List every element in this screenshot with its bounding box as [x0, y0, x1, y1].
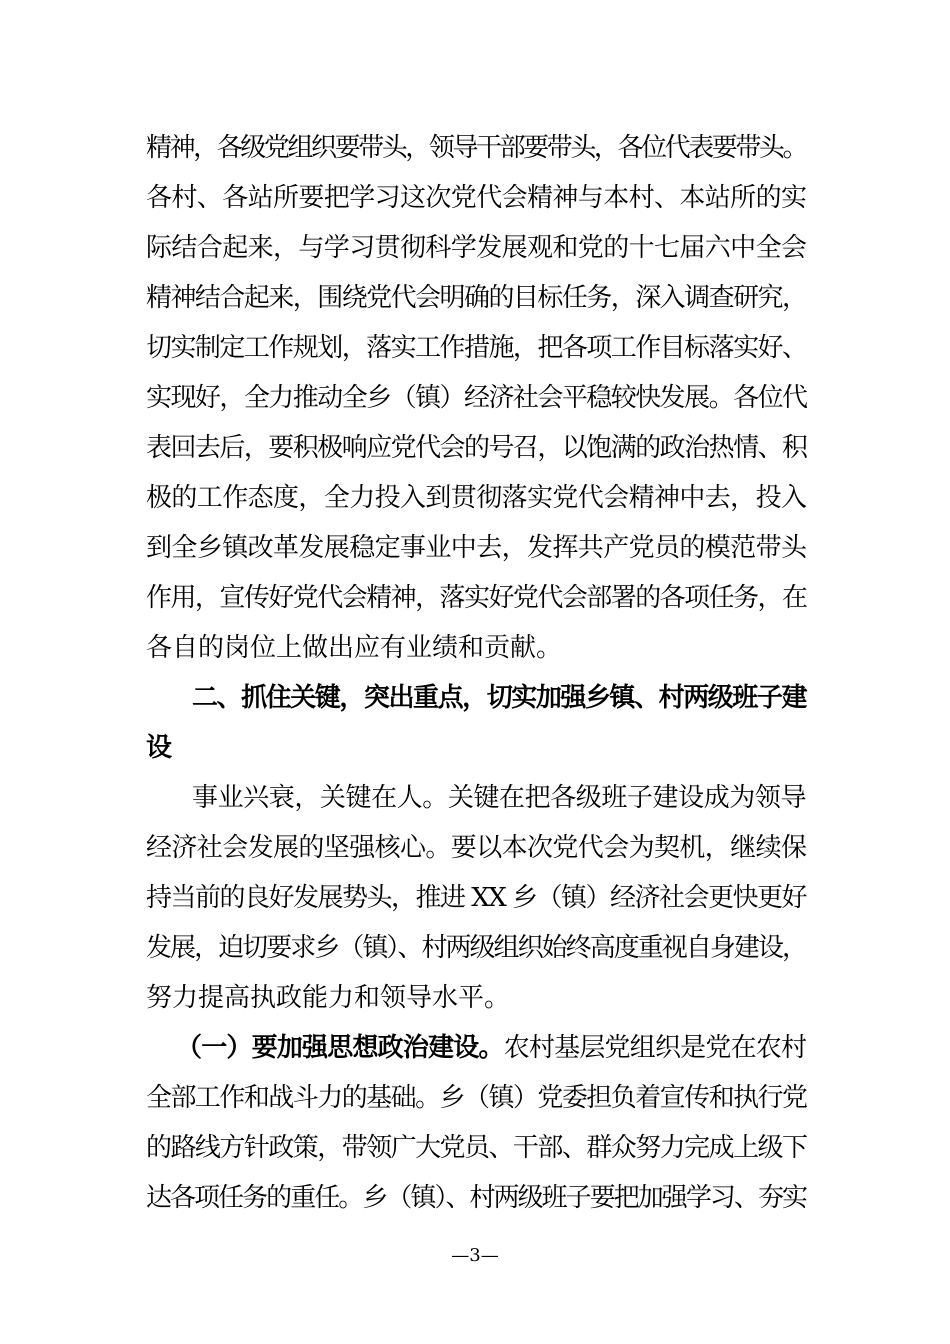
body-text-line: 全部工作和战斗力的基础。乡（镇）党委担负着宣传和执行党	[146, 1083, 806, 1113]
subsection-lead-text: 农村基层党组织是党在农村	[503, 1033, 806, 1063]
page-number: —3—	[451, 1245, 499, 1266]
body-text-line: 表回去后，要积极响应党代会的号召，以饱满的政治热情、积	[146, 433, 806, 463]
body-text-line: 达各项任务的重任。乡（镇）、村两级班子要把加强学习、夯实	[146, 1183, 806, 1213]
body-text-line: 努力提高执政能力和领导水平。	[146, 983, 511, 1013]
section-heading-continuation: 设	[146, 733, 173, 763]
body-text-line: 各村、各站所要把学习这次党代会精神与本村、本站所的实	[146, 183, 806, 213]
body-text-line: 事业兴衰，关键在人。关键在把各级班子建设成为领导	[192, 783, 806, 813]
subsection-heading: （一）要加强思想政治建设。	[176, 1033, 504, 1063]
body-text-line: 精神，各级党组织要带头，领导干部要带头，各位代表要带头。	[146, 133, 806, 163]
body-text-line: 际结合起来，与学习贯彻科学发展观和党的十七届六中全会	[146, 233, 806, 263]
body-text-line: 发展，迫切要求乡（镇）、村两级组织始终高度重视自身建设，	[146, 933, 806, 963]
body-text-line: 极的工作态度，全力投入到贯彻落实党代会精神中去，投入	[146, 483, 806, 513]
body-text-line: 精神结合起来，围绕党代会明确的目标任务，深入调查研究，	[146, 283, 806, 313]
subsection-first-line	[176, 1028, 806, 1068]
body-text-line: 作用，宣传好党代会精神，落实好党代会部署的各项任务，在	[146, 583, 806, 613]
body-text-line: 持当前的良好发展势头，推进 XX 乡（镇）经济社会更快更好	[146, 883, 807, 913]
body-text-line: 的路线方针政策，带领广大党员、干部、群众努力完成上级下	[146, 1133, 806, 1163]
body-text-line: 实现好，全力推动全乡（镇）经济社会平稳较快发展。各位代	[146, 383, 806, 413]
body-text-line: 经济社会发展的坚强核心。要以本次党代会为契机，继续保	[146, 833, 806, 863]
section-heading: 二、抓住关键，突出重点，切实加强乡镇、村两级班子建	[192, 683, 806, 713]
body-text-line: 切实制定工作规划，落实工作措施，把各项工作目标落实好、	[146, 333, 806, 363]
body-text-line: 各自的岗位上做出应有业绩和贡献。	[146, 633, 563, 663]
body-text-line: 到全乡镇改革发展稳定事业中去，发挥共产党员的模范带头	[146, 533, 806, 563]
